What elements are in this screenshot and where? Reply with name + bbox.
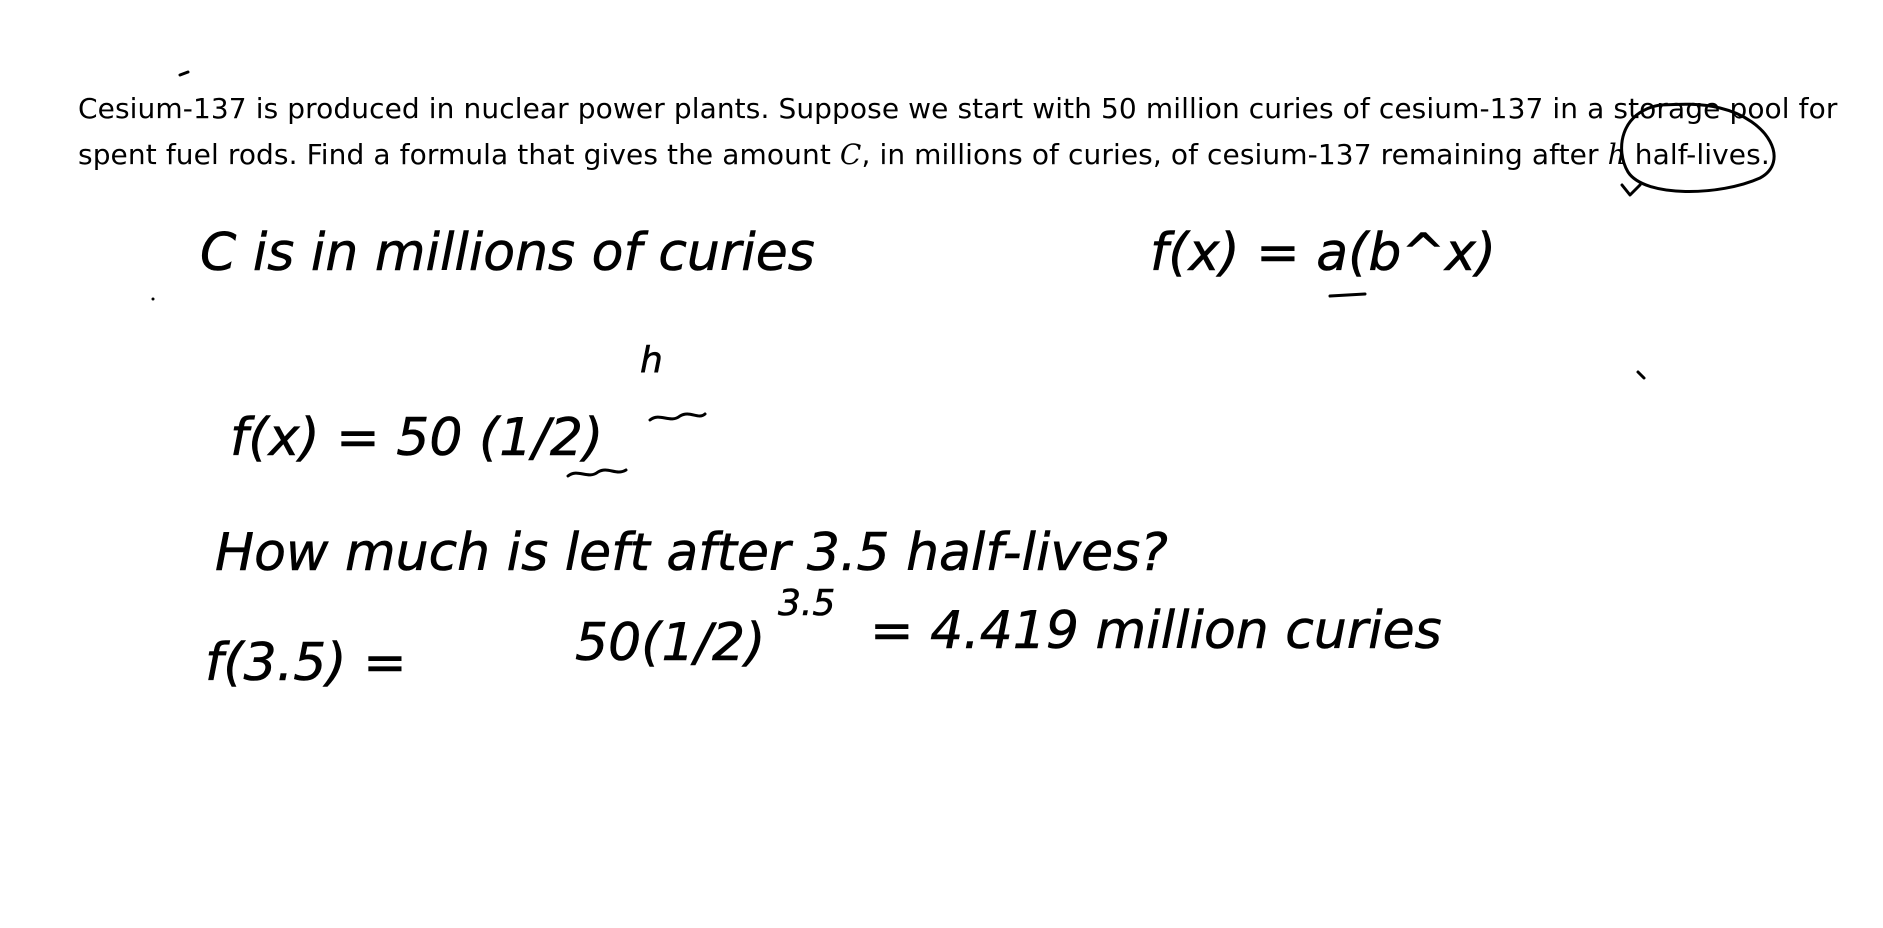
problem-line-2-text-c: half-lives. xyxy=(1625,138,1770,171)
handwritten-answer-lhs: f(3.5) = xyxy=(205,633,407,693)
squiggle-exponent xyxy=(650,414,705,420)
stray-mark-1 xyxy=(180,72,188,75)
problem-line-2-text-b: , in millions of curies, of cesium-137 remaining after xyxy=(861,138,1608,171)
handwritten-general-form: f(x) = a(b^x) xyxy=(1150,223,1497,283)
variable-c: C xyxy=(839,138,862,171)
problem-line-1-text: Cesium-137 is produced in nuclear power plants. Suppose we start with 50 million curies of cesium-137 in a storage pool for xyxy=(78,92,1838,125)
handwritten-answer-mid: 50(1/2) xyxy=(575,613,766,673)
variable-h: h xyxy=(1607,138,1626,171)
handwritten-answer-rhs: = 4.419 million curies xyxy=(870,601,1442,661)
annotation-tail xyxy=(1622,185,1640,195)
handwritten-exponent-h: h xyxy=(640,340,663,381)
annotation-circle xyxy=(1622,104,1774,191)
stray-mark-2 xyxy=(1638,372,1644,378)
problem-line-2-text-a: spent fuel rods. Find a formula that gives the amount xyxy=(78,138,840,171)
underline-a xyxy=(1330,294,1365,296)
handwritten-question: How much is left after 3.5 half-lives? xyxy=(215,523,1168,583)
handwritten-answer-exponent: 3.5 xyxy=(778,583,836,624)
handwritten-formula: f(x) = 50 (1/2) xyxy=(230,408,604,468)
handwritten-units-note: C is in millions of curies xyxy=(200,223,815,283)
stray-dot xyxy=(152,298,155,301)
squiggle-under-half xyxy=(568,470,626,476)
